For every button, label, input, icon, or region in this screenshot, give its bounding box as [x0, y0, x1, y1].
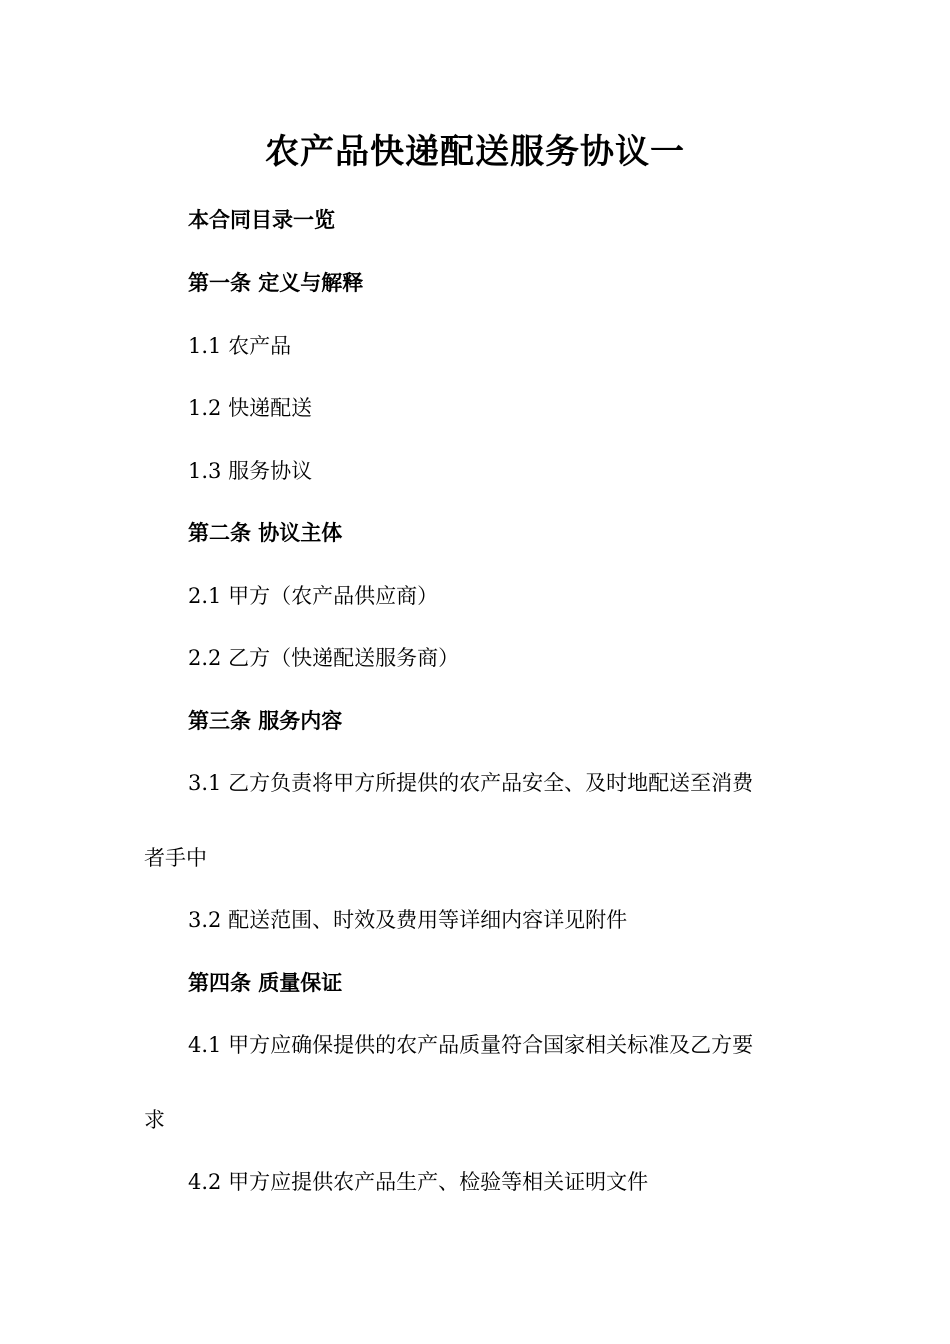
- clause-2-2: 2.2 乙方（快递配送服务商）: [188, 646, 460, 670]
- clause-3-1-line1: 3.1 乙方负责将甲方所提供的农产品安全、及时地配送至消费: [188, 771, 754, 795]
- document-title: 农产品快递配送服务协议一: [265, 132, 685, 172]
- clause-3-2: 3.2 配送范围、时效及费用等详细内容详见附件: [188, 908, 628, 932]
- clause-1-1: 1.1 农产品: [188, 334, 292, 358]
- section-4-heading: 第四条 质量保证: [188, 971, 343, 995]
- clause-1-2: 1.2 快递配送: [188, 396, 313, 420]
- clause-4-2: 4.2 甲方应提供农产品生产、检验等相关证明文件: [188, 1170, 649, 1194]
- clause-1-3: 1.3 服务协议: [188, 459, 313, 483]
- clause-4-1-line2: 求: [144, 1108, 165, 1132]
- clause-3-1-line2: 者手中: [144, 846, 207, 870]
- clause-4-1-line1: 4.1 甲方应确保提供的农产品质量符合国家相关标准及乙方要: [188, 1033, 754, 1057]
- section-3-heading: 第三条 服务内容: [188, 709, 343, 733]
- clause-2-1: 2.1 甲方（农产品供应商）: [188, 584, 439, 608]
- toc-heading: 本合同目录一览: [188, 208, 335, 232]
- section-1-heading: 第一条 定义与解释: [188, 271, 364, 295]
- section-2-heading: 第二条 协议主体: [188, 521, 343, 545]
